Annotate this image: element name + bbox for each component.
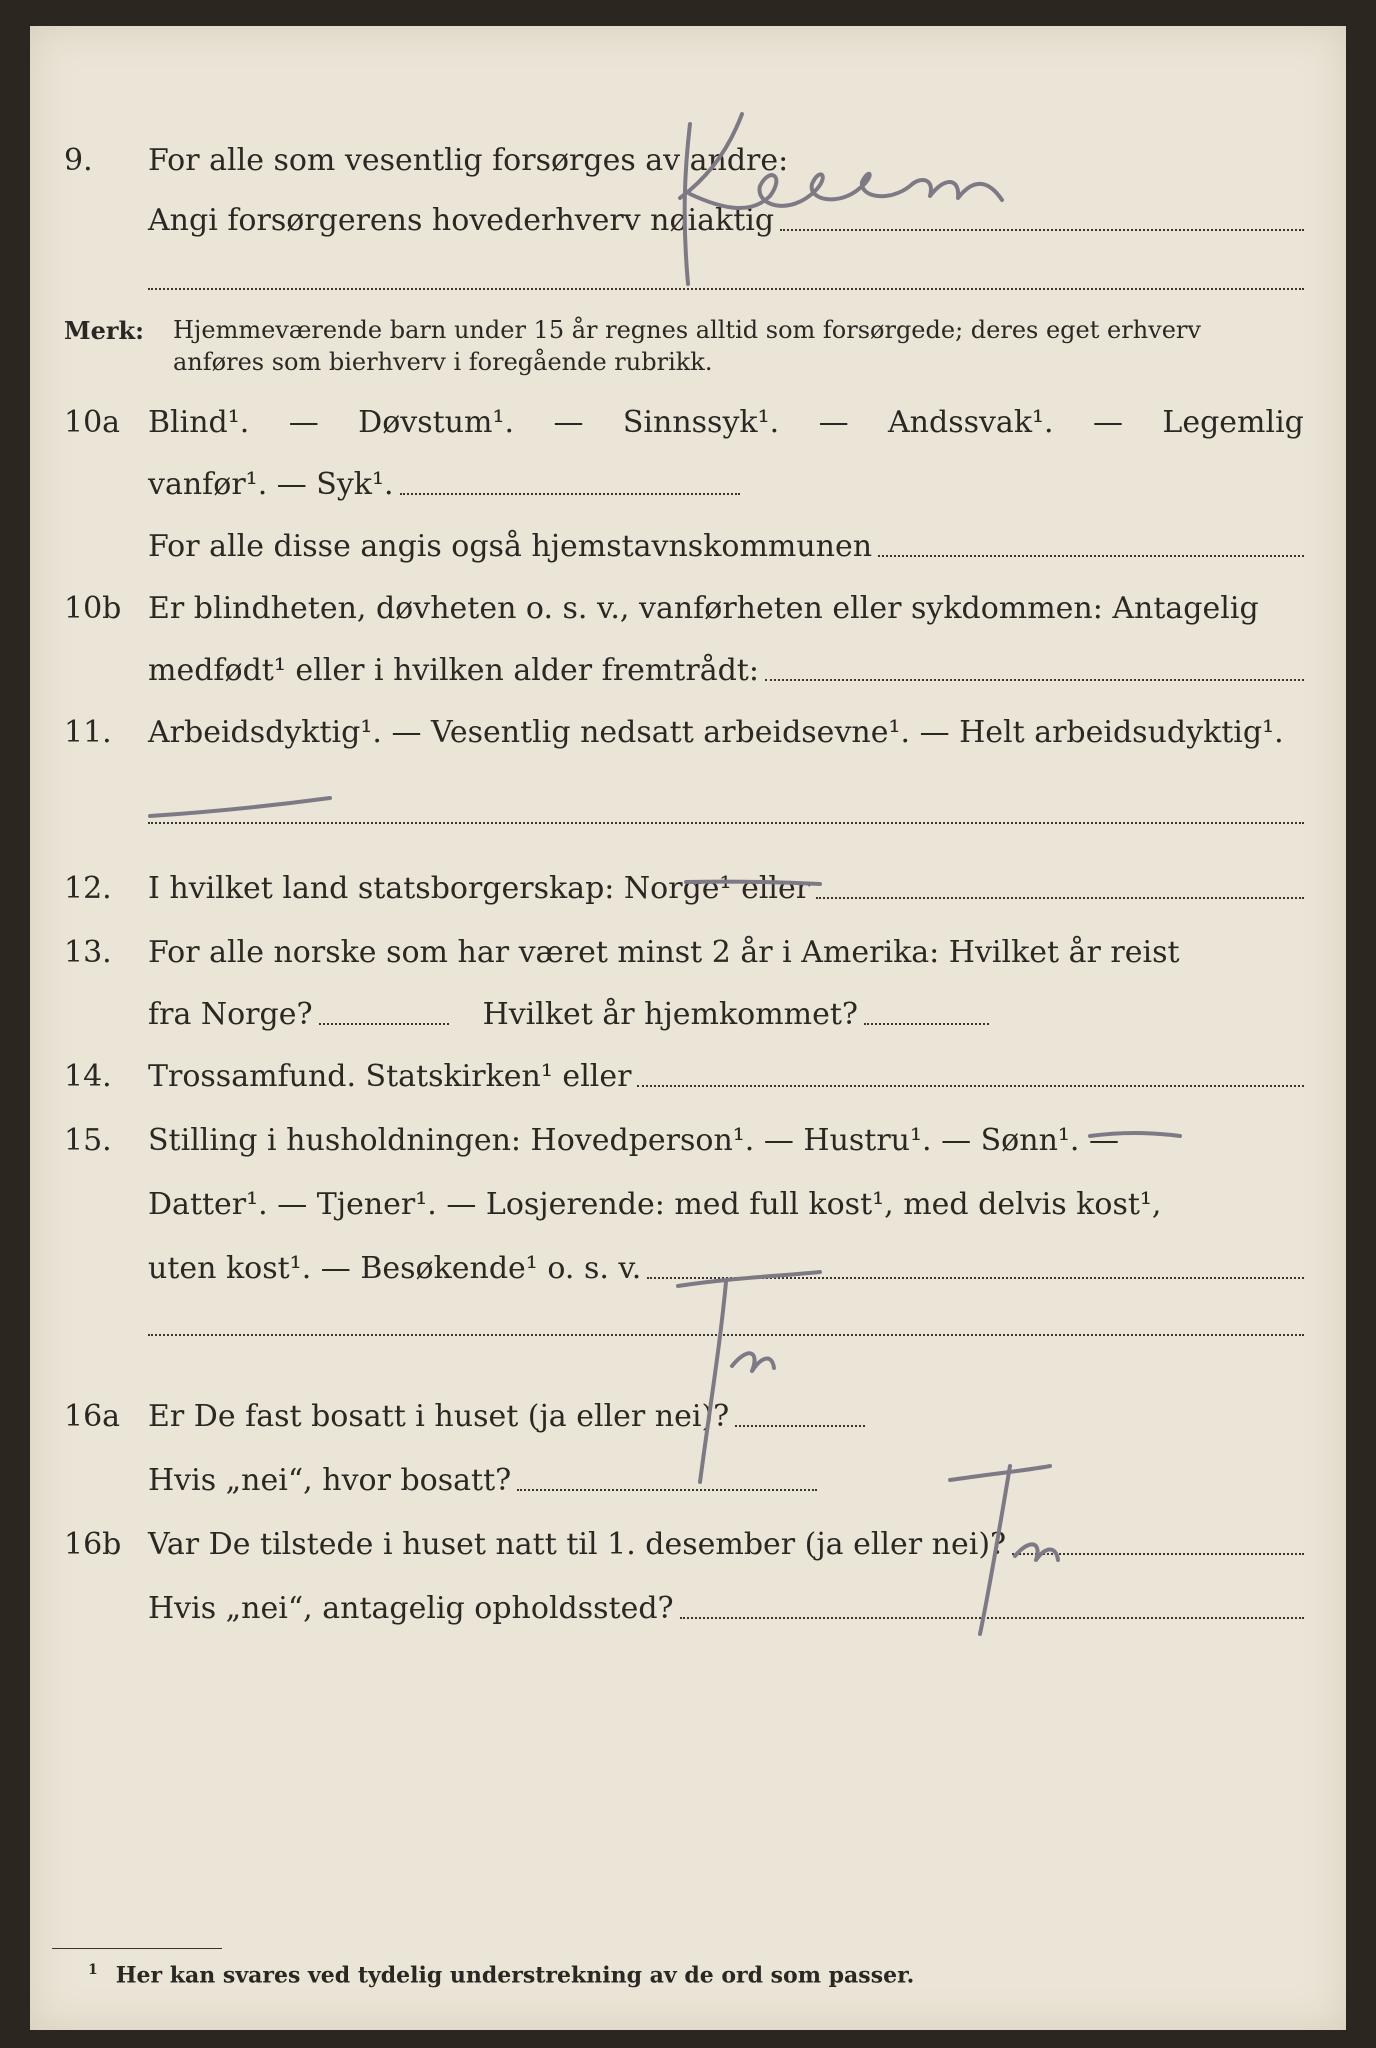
q16b-line2 [30,1574,1346,1634]
option-legemlig[interactable]: Legemlig [1162,405,1304,440]
q16a-text: Er De fast bosatt i huset (ja eller nei)? [148,1399,730,1434]
q15-line3 [30,1234,1346,1294]
q9-number: 9. [64,143,93,178]
dash: — [288,405,319,440]
q9-text: For alle som vesentlig forsørges av andre: [148,143,789,178]
q12-answer-line[interactable] [816,897,1304,899]
q10b-prompt: medfødt¹ eller i hvilken alder fremtrådt: [148,653,759,688]
q15-line2 [30,1170,1346,1230]
q13-reist-prompt: fra Norge? [148,997,313,1032]
q16b-text: Var De tilstede i huset natt til 1. desember (ja eller nei)? [148,1527,1007,1562]
q11-line1 [30,698,1346,758]
q13-line1 [30,918,1346,978]
q14-text: Trossamfund. Statskirken¹ eller [148,1059,632,1094]
q9-line2 [30,186,1346,246]
footnote-rule [52,1948,222,1949]
merk-label: Merk: [64,316,144,345]
q10a-answer-line[interactable] [400,493,740,495]
q11-options[interactable]: Arbeidsdyktig¹. — Vesentlig nedsatt arbeidsevne¹. — Helt arbeidsudyktig¹. [148,715,1284,750]
q10a-options [148,405,1304,440]
q15-extra-line[interactable] [148,1334,1304,1336]
merk-line2: anføres som bierhverv i foregående rubrikk. [173,348,713,376]
q13-hjemkommet-prompt: Hvilket år hjemkommet? [482,997,859,1032]
q12-number: 12. [64,871,112,906]
q15-answer-line[interactable] [647,1277,1304,1279]
option-andssvak[interactable]: Andssvak¹. [888,405,1054,440]
option-dovstum[interactable]: Døvstum¹. [358,405,515,440]
q16a-line1 [30,1382,1346,1442]
q15-options-3[interactable]: uten kost¹. — Besøkende¹ o. s. v. [148,1251,642,1286]
q16b-prompt2: Hvis „nei“, antagelig opholdssted? [148,1591,674,1626]
q10b-answer-line[interactable] [765,679,1304,681]
q10a-hjemstavn-line[interactable] [878,555,1304,557]
q15-number: 15. [64,1123,112,1158]
q10b-line2 [30,636,1346,696]
q13-line2 [30,980,1346,1040]
q12-line1 [30,854,1346,914]
dash: — [553,405,584,440]
q14-answer-line[interactable] [637,1085,1304,1087]
q12-text: I hvilket land statsborgerskap: Norge¹ eller [148,871,811,906]
q9-answer-line[interactable] [780,229,1304,231]
q15-options-2[interactable]: Datter¹. — Tjener¹. — Losjerende: med full kost¹, med delvis kost¹, [148,1187,1162,1222]
dash: — [1092,405,1123,440]
q10b-number: 10b [64,591,122,626]
q13-hjemkommet-line[interactable] [864,1023,989,1025]
merk-line1: Hjemmeværende barn under 15 år regnes alltid som forsørgede; deres eget erhverv [173,316,1201,344]
q10b-text: Er blindheten, døvheten o. s. v., vanførheten eller sykdommen: Antagelig [148,591,1259,626]
q15-options-1[interactable]: Stilling i husholdningen: Hovedperson¹. — Hustru¹. — Sønn¹. — [148,1123,1119,1158]
q10a-line1 [30,388,1346,448]
q9-extra-line[interactable] [148,288,1304,290]
q16b-opholdssted-line[interactable] [680,1617,1304,1619]
q14-line1 [30,1042,1346,1102]
q10a-number: 10a [64,405,121,440]
q13-reist-line[interactable] [319,1023,449,1025]
dash: — [818,405,849,440]
q16a-bosatt-line[interactable] [517,1489,817,1491]
option-blind[interactable]: Blind¹. [148,405,250,440]
q16b-number: 16b [64,1527,122,1562]
census-form-page [30,26,1346,2030]
q16b-answer-line[interactable] [1012,1553,1304,1555]
q10b-line1 [30,574,1346,634]
q13-text: For alle norske som har været minst 2 år i Amerika: Hvilket år reist [148,935,1180,970]
q9-prompt: Angi forsørgerens hovederhverv nøiaktig [148,203,775,238]
footnote-marker: 1 [88,1962,98,1978]
q16a-line2 [30,1446,1346,1506]
q15-line1 [30,1106,1346,1166]
q14-number: 14. [64,1059,112,1094]
footnote [88,1962,914,1988]
option-sinnssyk[interactable]: Sinnssyk¹. [622,405,780,440]
q16a-number: 16a [64,1399,121,1434]
q10a-hjemstavn-prompt: For alle disse angis også hjemstavnskommunen [148,529,873,564]
q10a-line2 [30,450,1346,510]
q10a-line3 [30,512,1346,572]
q11-answer-line[interactable] [148,822,1304,824]
q13-number: 13. [64,935,112,970]
footnote-text: Her kan svares ved tydelig understrekning av de ord som passer. [115,1962,915,1989]
q11-pencil-underline [150,798,330,816]
q16a-answer-line[interactable] [735,1425,865,1427]
q10a-options-2[interactable]: vanfør¹. — Syk¹. [148,467,394,502]
q16b-line1 [30,1510,1346,1570]
q9-line1 [30,126,1346,186]
q16a-prompt2: Hvis „nei“, hvor bosatt? [148,1463,512,1498]
q11-number: 11. [64,715,112,750]
